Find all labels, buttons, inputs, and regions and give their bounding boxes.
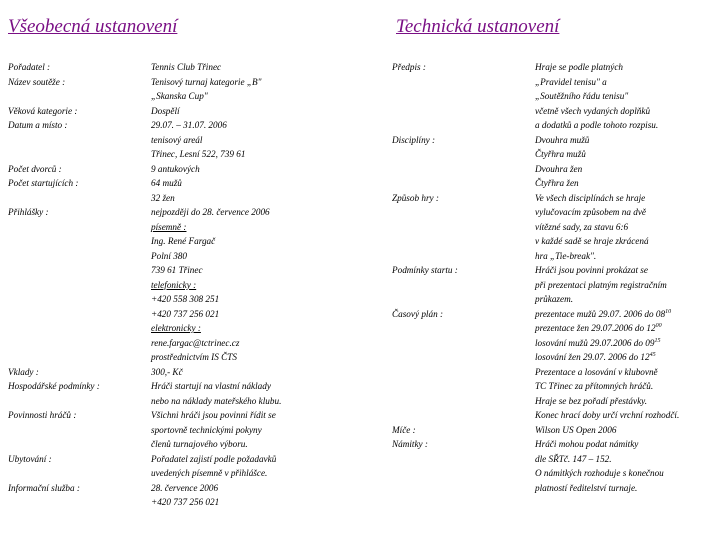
provision-value-line: prostřednictvím IS ČTS <box>151 352 237 362</box>
provision-row <box>392 307 716 423</box>
provision-value-line: prezentace žen 29.07.2006 do $12^{00}$ <box>535 322 662 333</box>
provision-value-line: Tennis Club Třinec <box>151 62 222 72</box>
provision-row <box>8 336 338 365</box>
provision-value-line: Třinec, Lesní 522, 739 61 <box>151 149 246 159</box>
provision-row <box>8 205 338 220</box>
time-superscript: 10 <box>665 308 672 315</box>
provision-value <box>151 292 219 321</box>
heading-technical-provisions: Technická ustanovení <box>396 16 560 37</box>
provision-value <box>535 263 667 307</box>
provision-label: Pořadatel : <box>8 62 51 72</box>
provision-value <box>535 133 589 191</box>
provision-row <box>8 104 338 119</box>
provision-value-line: Hraje se bez pořadí přestávky. <box>535 395 648 406</box>
provision-label: Míče : <box>392 424 416 435</box>
provision-row <box>8 118 338 162</box>
provision-value-line: telefonicky : <box>151 279 197 290</box>
provision-label <box>8 321 151 336</box>
provision-label <box>8 292 151 321</box>
provision-label: Způsob hry : <box>392 192 439 203</box>
provision-value-line: Hráči jsou povinni prokázat se <box>535 265 648 275</box>
provision-value <box>535 307 679 423</box>
provision-label: Povinnosti hráčů : <box>8 410 77 420</box>
provision-label: Věková kategorie : <box>8 105 78 116</box>
provision-value <box>151 205 270 220</box>
provision-value-line: Hráči startují na vlastní náklady <box>151 381 271 391</box>
time-superscript: 45 <box>649 351 656 358</box>
provision-value-line: včetně všech vydaných doplňků <box>535 105 651 116</box>
provision-value-line: průkazem. <box>535 294 574 304</box>
provision-row <box>8 321 338 336</box>
provision-value-line: „Soutěžního řádu tenisu" <box>535 91 629 101</box>
provision-label <box>8 336 151 365</box>
provision-value-line: 9 antukových <box>151 163 200 174</box>
provision-row <box>8 234 338 278</box>
provision-row <box>392 191 716 264</box>
provision-row <box>8 176 338 205</box>
provision-row <box>8 60 338 75</box>
provision-label: Disciplíny : <box>392 134 436 145</box>
provision-value-line: hra „Tie-break". <box>535 250 597 261</box>
provision-value <box>151 481 219 510</box>
provision-value-line: +420 737 256 021 <box>151 497 220 507</box>
provision-value-line: Dospělí <box>151 105 180 116</box>
provision-value-line: prezentace mužů 29.07. 2006 do $08^{10}$ <box>535 308 672 319</box>
provision-value-line: O námitkých rozhoduje s konečnou <box>535 468 664 478</box>
provision-value <box>151 60 221 75</box>
provision-value-line: nebo na náklady mateřského klubu. <box>151 395 282 406</box>
provision-row <box>8 278 338 293</box>
provision-label: Přihlášky : <box>8 207 49 217</box>
provision-value <box>151 336 239 365</box>
provision-value-line: dle SŘTč. 147 – 152. <box>535 453 612 464</box>
provision-value <box>535 60 658 133</box>
provision-value-line: tenisový areál <box>151 134 203 145</box>
provision-value <box>535 423 616 438</box>
provision-row <box>8 75 338 104</box>
provision-value-line: Tenisový turnaj kategorie „B" <box>151 76 262 87</box>
provision-value-line: 64 mužů <box>151 178 182 188</box>
provision-label: Hospodářské podmínky : <box>8 381 100 391</box>
provision-value-line: písemně : <box>151 221 187 232</box>
provision-value-line: +420 737 256 021 <box>151 308 220 319</box>
provision-label: Podmínky startu : <box>392 265 458 275</box>
provision-row <box>392 437 716 495</box>
provision-value-line: platností ředitelství turnaje. <box>535 482 638 493</box>
provision-row <box>392 60 716 133</box>
general-provisions-list <box>8 60 338 510</box>
provision-row <box>8 292 338 321</box>
provision-value-line: Dvouhra mužů <box>535 134 590 145</box>
provision-value-line: losování mužů 29.07.2006 do $09^{15}$ <box>535 337 661 348</box>
time-superscript: 15 <box>654 337 661 344</box>
provision-label: Počet dvorců : <box>8 163 62 174</box>
provision-value-line: Hraje se podle platných <box>535 62 624 72</box>
provision-label <box>8 220 151 235</box>
provision-value <box>151 408 276 452</box>
provision-value-line: Pořadatel zajistí podle požadavků <box>151 453 277 464</box>
provision-row <box>392 423 716 438</box>
provision-value-line: vítězné sady, za stavu 6:6 <box>535 221 629 232</box>
provision-value <box>535 437 664 495</box>
provision-value-line: TC Třinec za přítomných hráčů. <box>535 381 654 391</box>
provision-value-line: Wilson US Open 2006 <box>535 424 617 435</box>
provision-value-line: 739 61 Třinec <box>151 265 203 275</box>
provision-value-line: 28. července 2006 <box>151 482 219 493</box>
provision-label <box>8 278 151 293</box>
provision-value <box>151 452 276 481</box>
provision-value-line: Hráči mohou podat námitky <box>535 439 639 449</box>
provision-value-line: Ve všech disciplínách se hraje <box>535 192 646 203</box>
provision-label: Námitky : <box>392 439 428 449</box>
provision-value-line: sportovně technickými pokyny <box>151 424 262 435</box>
provision-value-line: Konec hrací doby určí vrchní rozhodčí. <box>535 410 680 420</box>
time-superscript: 00 <box>655 322 662 329</box>
provision-label: Ubytování : <box>8 453 52 464</box>
provision-value-line: rene.fargac@tctrinec.cz <box>151 337 240 348</box>
provision-row <box>8 220 338 235</box>
provision-value <box>151 104 180 119</box>
provision-value-line: Dvouhra žen <box>535 163 583 174</box>
provision-label: Časový plán : <box>392 308 444 319</box>
provision-row <box>8 365 338 380</box>
provision-value-line: vylučovacím způsobem na dvě <box>535 207 646 217</box>
provision-value-line: a dodatků a podle tohoto rozpisu. <box>535 120 659 130</box>
provision-label: Datum a místo : <box>8 120 68 130</box>
provision-label <box>8 234 151 278</box>
provision-row <box>8 481 338 510</box>
provision-value <box>151 365 183 380</box>
provision-row <box>8 408 338 452</box>
provision-row <box>392 133 716 191</box>
provision-label: Název soutěže : <box>8 76 66 87</box>
provision-row <box>8 379 338 408</box>
provision-value <box>535 191 649 264</box>
provision-value-line: Prezentace a losování v klubovně <box>535 366 658 377</box>
provision-row <box>392 263 716 307</box>
provision-value-line: při prezentaci platným registračním <box>535 279 667 290</box>
provision-row <box>8 452 338 481</box>
provision-value-line: uvedených písemně v přihlášce. <box>151 468 268 478</box>
provision-value <box>151 176 182 205</box>
provision-label: Předpis : <box>392 62 426 72</box>
provision-value-line: +420 558 308 251 <box>151 294 220 304</box>
provision-value-line: elektronicky : <box>151 323 201 333</box>
technical-provisions-list <box>392 60 716 495</box>
heading-general-provisions: Všeobecná ustanovení <box>8 16 178 37</box>
provision-label: Vklady : <box>8 366 39 377</box>
provision-value-line: losování žen 29.07. 2006 do $12^{45}$ <box>535 351 656 362</box>
provision-row <box>8 162 338 177</box>
provision-value <box>151 278 196 293</box>
provision-label: Informační služba : <box>8 482 80 493</box>
provision-value <box>151 75 261 104</box>
provision-value-line: „Pravidel tenisu" a <box>535 76 607 87</box>
provision-value-line: Čtyřhra žen <box>535 178 579 188</box>
provision-value-line: „Skanska Cup" <box>151 91 208 101</box>
provision-value-line: Čtyřhra mužů <box>535 149 586 159</box>
provision-value-line: Ing. René Fargač <box>151 236 216 246</box>
provision-value <box>151 321 201 336</box>
provision-value <box>151 234 215 278</box>
provision-value <box>151 220 186 235</box>
provision-value-line: 300,- Kč <box>151 366 183 377</box>
provision-value <box>151 379 281 408</box>
provision-value <box>151 162 200 177</box>
provision-value-line: 29.07. – 31.07. 2006 <box>151 120 227 130</box>
provision-value-line: členů turnajového výboru. <box>151 439 248 449</box>
provision-value-line: nejpozději do 28. července 2006 <box>151 207 270 217</box>
provision-label: Počet startujících : <box>8 178 79 188</box>
provision-value-line: v každé sadě se hraje zkrácená <box>535 236 649 246</box>
provision-value-line: 32 žen <box>151 192 175 203</box>
provision-value-line: Polní 380 <box>151 250 187 261</box>
provision-value-line: Všichni hráči jsou povinni řídit se <box>151 410 276 420</box>
provision-value <box>151 118 245 162</box>
